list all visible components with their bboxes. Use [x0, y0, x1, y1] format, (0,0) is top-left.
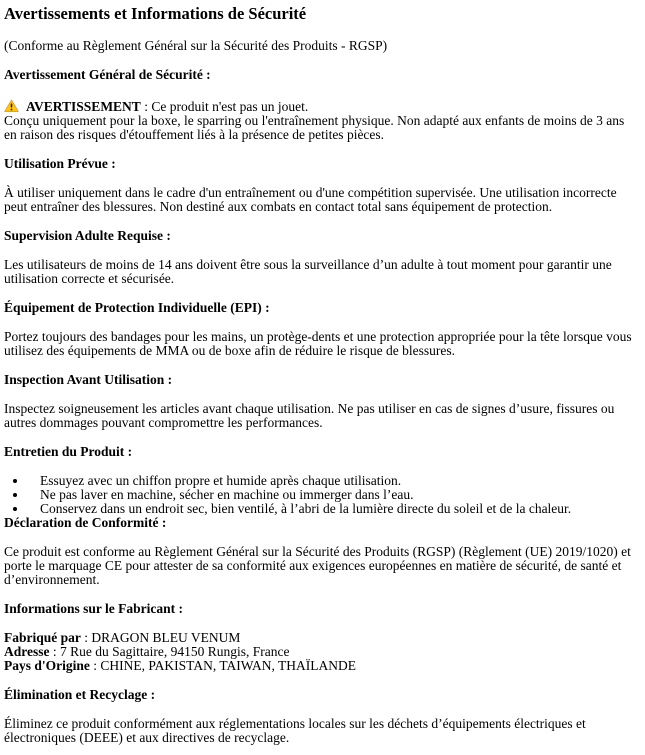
field-label: Fabriqué par [4, 630, 81, 645]
field-value: : CHINE, PAKISTAN, TAIWAN, THAÏLANDE [89, 658, 356, 673]
warning-label-rest: : Ce produit n'est pas un jouet. [140, 99, 309, 114]
ppe-body: Portez toujours des bandages pour les mains, un protège-dents et une protection appropriée pour la tête lorsque vous utilisez des équipements de MMA ou de boxe afin de réduire le risque de blessures. [4, 329, 632, 358]
maintenance-bullet-list [4, 474, 639, 516]
manufacturer-made-by [4, 631, 639, 645]
section-heading-general-warning: Avertissement Général de Sécurité : [4, 67, 211, 82]
section-heading-ppe: Équipement de Protection Individuelle (EPI) : [4, 300, 270, 315]
page-title: Avertissements et Informations de Sécurité [4, 4, 307, 23]
section-heading-maintenance: Entretien du Produit : [4, 444, 133, 459]
warning-paragraph [4, 99, 639, 142]
warning-label: AVERTISSEMENT [26, 99, 141, 114]
list-item: • Conservez dans un endroit sec, bien ventilé, à l’abri de la lumière directe du soleil et de la chaleur. [28, 502, 639, 516]
manufacturer-origin [4, 659, 639, 673]
list-item: • Ne pas laver en machine, sécher en machine ou immerger dans l’eau. [28, 488, 639, 502]
field-value: : 7 Rue du Sagittaire, 94150 Rungis, France [49, 644, 290, 659]
adult-supervision-body: Les utilisateurs de moins de 14 ans doivent être sous la surveillance d’un adulte à tout moment pour garantir une utilisation correcte et sécurisée. [4, 257, 612, 286]
field-value: : DRAGON BLEU VENUM [80, 630, 241, 645]
subtitle: (Conforme au Règlement Général sur la Sécurité des Produits - RGSP) [4, 38, 388, 53]
section-heading-adult-supervision: Supervision Adulte Requise : [4, 228, 171, 243]
section-heading-conformity: Déclaration de Conformité : [4, 515, 167, 530]
section-heading-intended-use: Utilisation Prévue : [4, 156, 116, 171]
recycling-body: Éliminez ce produit conformément aux réglementations locales sur les déchets d’équipements électriques et électroniques (DEEE) et aux directives de recyclage. [4, 716, 586, 745]
warning-line [4, 99, 639, 114]
field-label: Adresse [4, 644, 50, 659]
section-heading-manufacturer: Informations sur le Fabricant : [4, 601, 183, 616]
section-heading-recycling: Élimination et Recyclage : [4, 687, 156, 702]
warning-body: Conçu uniquement pour la boxe, le sparring ou l'entraînement physique. Non adapté aux enfants de moins de 3 ans en raison des risques d'étouffement liés à la présence de petites pièces. [4, 113, 625, 142]
intended-use-body: À utiliser uniquement dans le cadre d'un entraînement ou d'une compétition supervisée. Une utilisation incorrecte peut entraîner des blessures. Non destiné aux combats en contact total sans équipement de protection. [4, 185, 617, 214]
warning-triangle-icon [4, 99, 19, 112]
inspection-body: Inspectez soigneusement les articles avant chaque utilisation. Ne pas utiliser en cas de signes d’usure, fissures ou autres dommages pouvant compromettre les performances. [4, 401, 615, 430]
field-label: Pays d'Origine [4, 658, 90, 673]
manufacturer-address [4, 645, 639, 659]
section-heading-inspection: Inspection Avant Utilisation : [4, 372, 173, 387]
list-item: • Essuyez avec un chiffon propre et humide après chaque utilisation. [28, 474, 639, 488]
manufacturer-info [4, 631, 639, 673]
conformity-body: Ce produit est conforme au Règlement Général sur la Sécurité des Produits (RGSP) (Règlement (UE) 2019/1020) et porte le marquage CE pour attester de sa conformité aux exigences européennes en matière de sécurité, de santé et d’environnement. [4, 544, 631, 587]
